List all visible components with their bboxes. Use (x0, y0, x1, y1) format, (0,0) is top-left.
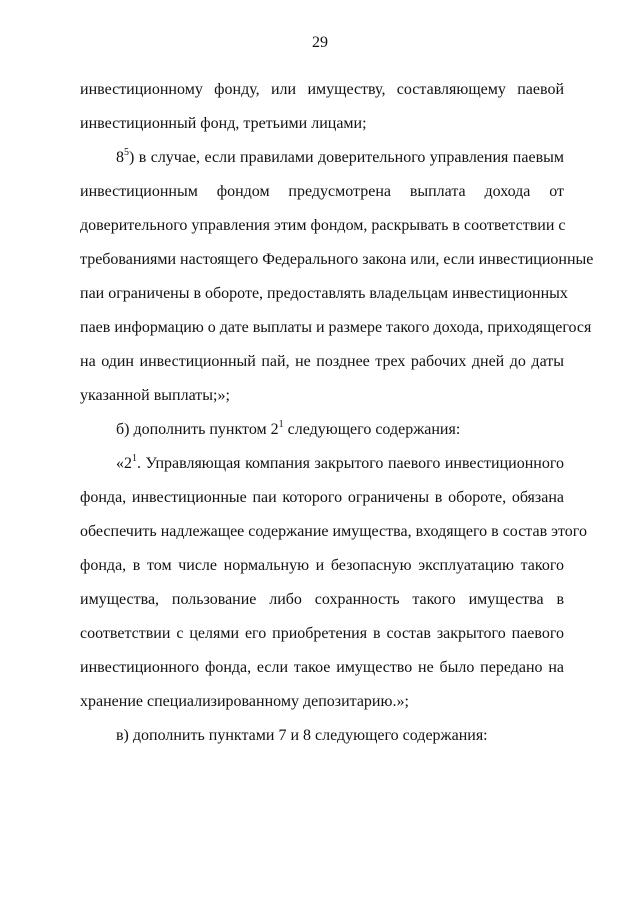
paragraph-continuation (80, 73, 564, 141)
text-line: паи ограничены в обороте, предоставлять владельцам инвестиционных (80, 285, 568, 302)
text-line: хранение специализированному депозитарию.»; (80, 693, 409, 710)
item-superscript: 5 (124, 146, 129, 158)
item-superscript: 1 (132, 452, 137, 464)
text-line: соответствии с целями его приобретения в состав закрытого паевого (80, 625, 564, 642)
item-number: 8 (116, 149, 124, 166)
paragraph-subitem-v (80, 719, 564, 753)
text-line: требованиями настоящего Федерального закона или, если инвестиционные (80, 251, 594, 268)
text-span: следующего содержания: (283, 421, 461, 438)
text-line: имущества, пользование либо сохранность такого имущества в (80, 591, 564, 608)
text-line: инвестиционного фонда, если такое имущество не было передано на (80, 659, 564, 676)
text-line: инвестиционный фонд, третьими лицами; (80, 115, 367, 132)
text-line: на один инвестиционный пай, не позднее трех рабочих дней до даты (80, 353, 564, 370)
text-line: фонда, инвестиционные паи которого ограничены в обороте, обязана (80, 489, 564, 506)
page-number: 29 (312, 34, 328, 51)
text-line: обеспечить надлежащее содержание имущества, входящего в состав этого (80, 523, 587, 540)
text-line: инвестиционным фондом предусмотрена выплата дохода от (80, 183, 564, 200)
paragraph-item-2-1 (80, 447, 587, 719)
text-line (80, 413, 564, 447)
text-line: в) дополнить пунктами 7 и 8 следующего содержания: (116, 727, 488, 744)
text-line (80, 447, 564, 481)
text-line: паев информацию о дате выплаты и размере такого дохода, приходящегося (80, 319, 592, 336)
paragraph-item-8-5 (80, 141, 594, 413)
text-span: б) дополнить пунктом 2 (116, 421, 279, 438)
item-number: «2 (116, 455, 132, 472)
text-span: ) в случае, если правилами доверительного управления паевым (129, 149, 564, 166)
text-line: фонда, в том числе нормальную и безопасную эксплуатацию такого (80, 557, 564, 574)
text-line (80, 141, 564, 175)
text-line: указанной выплаты;»; (80, 387, 230, 404)
text-span: . Управляющая компания закрытого паевого инвестиционного (137, 455, 564, 472)
paragraph-subitem-b (80, 413, 564, 447)
document-body (80, 73, 594, 753)
item-superscript: 1 (278, 418, 284, 430)
text-line: доверительного управления этим фондом, раскрывать в соответствии с (80, 217, 566, 234)
text-line: инвестиционному фонду, или имуществу, составляющему паевой (80, 81, 564, 98)
